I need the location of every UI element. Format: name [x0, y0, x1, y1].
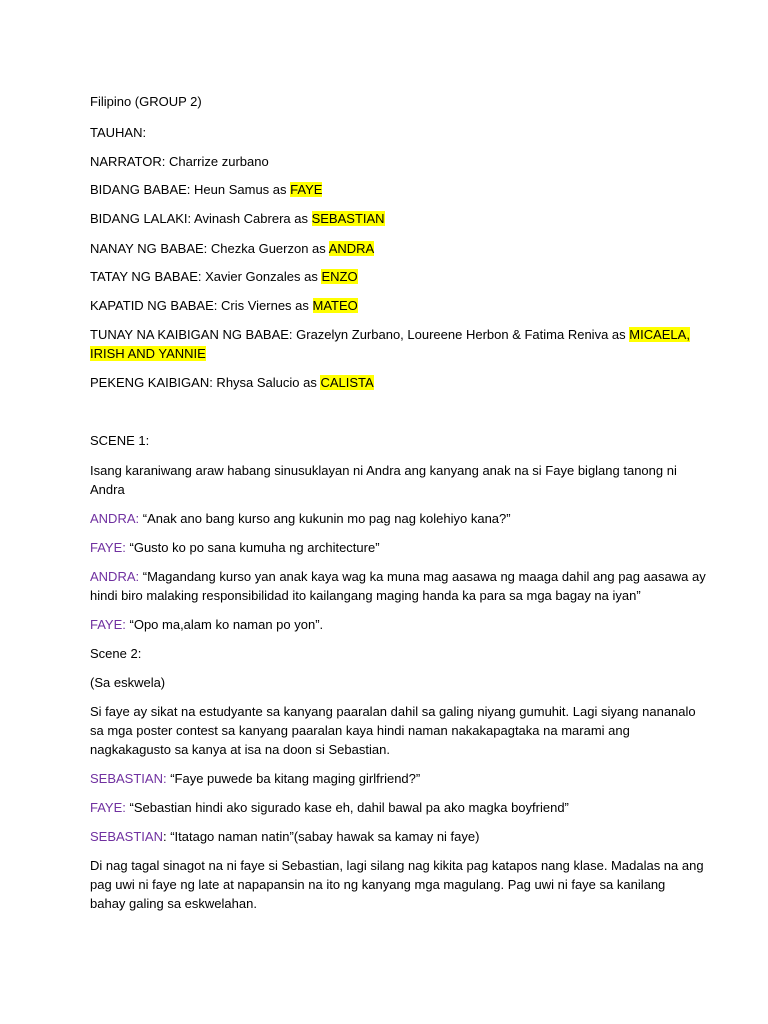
dialogue-line	[90, 770, 690, 788]
cast-label: KAPATID NG BABAE: Cris Viernes as	[90, 298, 313, 313]
cast-item	[90, 297, 690, 315]
cast-item	[90, 240, 690, 258]
cast-label: NANAY NG BABAE: Chezka Guerzon as	[90, 241, 329, 256]
cast-heading: TAUHAN:	[90, 125, 147, 140]
role-highlight: IRISH AND YANNIE	[90, 346, 206, 361]
scene2-ending: bahay galing sa eskwelahan.	[90, 896, 257, 911]
scene2-ending: Di nag tagal sinagot na ni faye si Sebastian, lagi silang nag kikita pag katapos nang klase. Madalas na ang	[90, 858, 704, 873]
cast-item-continuation	[90, 345, 690, 363]
dialogue-text: “Opo ma,alam ko naman po yon”.	[125, 617, 324, 632]
role-highlight: MATEO	[312, 298, 358, 313]
scene1-intro: Andra	[90, 482, 125, 497]
dialogue-line	[90, 799, 690, 817]
scene2-heading: Scene 2:	[90, 646, 142, 661]
speaker-name: SEBASTIAN:	[90, 771, 167, 786]
role-highlight: SEBASTIAN	[311, 211, 385, 226]
cast-item	[90, 268, 690, 286]
scene2-narration: nagkakagusto sa kanya at isa na doon si Sebastian.	[90, 742, 390, 757]
scene1-heading: SCENE 1:	[90, 433, 150, 448]
dialogue-continuation: hindi biro malaking responsibilidad ito kailangang maging handa ka para sa mga bagay na iyan”	[90, 588, 641, 603]
role-highlight: ENZO	[321, 269, 358, 284]
cast-item	[90, 326, 690, 344]
speaker-name: ANDRA:	[90, 511, 140, 526]
cast-label: TATAY NG BABAE: Xavier Gonzales as	[90, 269, 322, 284]
role-highlight: FAYE	[290, 182, 323, 197]
cast-item	[90, 210, 690, 228]
cast-item	[90, 374, 690, 392]
speaker-name: FAYE:	[90, 800, 126, 815]
speaker-name: ANDRA:	[90, 569, 140, 584]
dialogue-line	[90, 568, 706, 586]
scene2-narration: sa mga poster contest sa kanyang paaralan kaya hindi naman nakakapagtaka na marami ang	[90, 723, 630, 738]
document-title: Filipino (GROUP 2)	[90, 94, 202, 109]
cast-label: BIDANG BABAE: Heun Samus as	[90, 182, 291, 197]
role-highlight: MICAELA,	[629, 327, 690, 342]
role-highlight: ANDRA	[328, 241, 375, 256]
scene1-intro: Isang karaniwang araw habang sinusuklayan ni Andra ang kanyang anak na si Faye biglang tanong ni	[90, 463, 677, 478]
speaker-name: FAYE:	[90, 617, 126, 632]
cast-label: BIDANG LALAKI: Avinash Cabrera as	[90, 211, 312, 226]
dialogue-text: “Gusto ko po sana kumuha ng architecture”	[125, 540, 380, 555]
dialogue-line	[90, 828, 690, 846]
scene2-narration: Si faye ay sikat na estudyante sa kanyang paaralan dahil sa galing niyang gumuhit. Lagi siyang nananalo	[90, 704, 696, 719]
cast-item	[90, 181, 690, 199]
dialogue-line	[90, 539, 690, 557]
dialogue-text: “Anak ano bang kurso ang kukunin mo pag nag kolehiyo kana?”	[139, 511, 511, 526]
cast-narrator: NARRATOR: Charrize zurbano	[90, 154, 269, 169]
scene2-setting: (Sa eskwela)	[90, 675, 166, 690]
dialogue-text: “Magandang kurso yan anak kaya wag ka muna mag aasawa ng maaga dahil ang pag aasawa ay	[139, 569, 706, 584]
speaker-name: FAYE:	[90, 540, 126, 555]
cast-label: TUNAY NA KAIBIGAN NG BABAE: Grazelyn Zurbano, Loureene Herbon & Fatima Reniva as	[90, 327, 630, 342]
dialogue-text: “Faye puwede ba kitang maging girlfriend?”	[166, 771, 421, 786]
dialogue-line	[90, 510, 690, 528]
role-highlight: CALISTA	[320, 375, 374, 390]
cast-label: PEKENG KAIBIGAN: Rhysa Salucio as	[90, 375, 321, 390]
dialogue-line	[90, 616, 690, 634]
dialogue-text: : “Itatago naman natin”(sabay hawak sa kamay ni faye)	[162, 829, 480, 844]
speaker-name: SEBASTIAN	[90, 829, 163, 844]
dialogue-text: “Sebastian hindi ako sigurado kase eh, dahil bawal pa ako magka boyfriend”	[125, 800, 569, 815]
scene2-ending: pag uwi ni faye ng late at napapansin na ito ng kanyang mga magulang. Pag uwi ni faye sa kanilang	[90, 877, 666, 892]
